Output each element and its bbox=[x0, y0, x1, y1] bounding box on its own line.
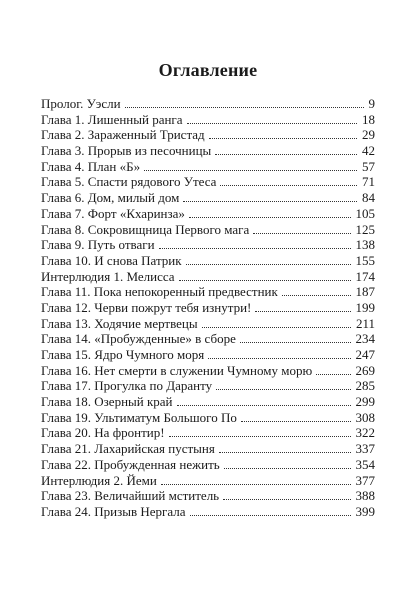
toc-dot-leader bbox=[159, 248, 351, 249]
toc-dot-leader bbox=[240, 342, 351, 343]
toc-entry bbox=[41, 441, 375, 457]
toc-entry bbox=[41, 316, 375, 332]
toc-entry-label: Глава 7. Форт «Кхаринза» bbox=[41, 205, 185, 221]
toc-entry bbox=[41, 394, 375, 410]
toc-entry bbox=[41, 96, 375, 112]
toc-dot-leader bbox=[220, 185, 357, 186]
toc-dot-leader bbox=[202, 327, 351, 328]
toc-entry-page-number: 285 bbox=[355, 378, 375, 394]
toc-entry-page-number: 388 bbox=[355, 488, 375, 504]
toc-entry bbox=[41, 473, 375, 489]
toc-entry-label: Глава 6. Дом, милый дом bbox=[41, 190, 180, 206]
toc-entry bbox=[41, 190, 375, 206]
toc-dot-leader bbox=[316, 374, 350, 375]
toc-dot-leader bbox=[125, 107, 364, 108]
toc-entry-label: Глава 23. Величайший мститель bbox=[41, 488, 220, 504]
table-of-contents bbox=[41, 96, 375, 520]
toc-dot-leader bbox=[253, 233, 350, 234]
toc-entry-label: Глава 5. Спасти рядового Утеса bbox=[41, 174, 217, 190]
toc-entry-label: Глава 2. Зараженный Тристад bbox=[41, 127, 205, 143]
toc-dot-leader bbox=[215, 154, 357, 155]
toc-dot-leader bbox=[219, 452, 351, 453]
toc-entry-page-number: 354 bbox=[355, 456, 375, 472]
toc-entry-label: Глава 3. Прорыв из песочницы bbox=[41, 143, 212, 159]
toc-entry-label: Глава 16. Нет смерти в служении Чумному морю bbox=[41, 362, 313, 378]
toc-dot-leader bbox=[187, 123, 357, 124]
toc-entry bbox=[41, 378, 375, 394]
toc-dot-leader bbox=[224, 468, 351, 469]
toc-dot-leader bbox=[177, 405, 351, 406]
toc-entry-page-number: 269 bbox=[355, 362, 375, 378]
toc-entry bbox=[41, 425, 375, 441]
toc-entry-label: Интерлюдия 1. Мелисса bbox=[41, 268, 175, 284]
toc-entry bbox=[41, 347, 375, 363]
toc-entry-page-number: 57 bbox=[362, 158, 375, 174]
toc-entry-page-number: 299 bbox=[355, 394, 375, 410]
toc-entry bbox=[41, 127, 375, 143]
toc-entry-label: Глава 17. Прогулка по Даранту bbox=[41, 378, 213, 394]
toc-dot-leader bbox=[216, 389, 350, 390]
toc-dot-leader bbox=[209, 138, 357, 139]
toc-entry-page-number: 71 bbox=[362, 174, 375, 190]
toc-entry bbox=[41, 457, 375, 473]
toc-entry-label: Глава 9. Путь отваги bbox=[41, 237, 155, 253]
toc-entry bbox=[41, 410, 375, 426]
toc-entry-label: Глава 20. На фронтир! bbox=[41, 425, 165, 441]
toc-entry-page-number: 308 bbox=[355, 409, 375, 425]
toc-entry bbox=[41, 504, 375, 520]
toc-entry-page-number: 138 bbox=[355, 237, 375, 253]
toc-entry-label: Глава 12. Черви пожрут тебя изнутри! bbox=[41, 299, 252, 315]
toc-entry-label: Глава 10. И снова Патрик bbox=[41, 252, 182, 268]
toc-entry-page-number: 42 bbox=[362, 143, 375, 159]
toc-entry bbox=[41, 253, 375, 269]
toc-entry-label: Глава 11. Пока непокоренный предвестник bbox=[41, 284, 278, 300]
toc-entry-label: Глава 14. «Пробужденные» в сборе bbox=[41, 331, 236, 347]
toc-entry-label: Глава 24. Призыв Нергала bbox=[41, 503, 186, 519]
toc-entry-page-number: 84 bbox=[362, 190, 375, 206]
toc-entry-label: Глава 19. Ультиматум Большого По bbox=[41, 409, 237, 425]
toc-entry bbox=[41, 222, 375, 238]
toc-entry-label: Глава 8. Сокровищница Первого мага bbox=[41, 221, 250, 237]
toc-entry bbox=[41, 284, 375, 300]
toc-entry-page-number: 18 bbox=[362, 111, 375, 127]
toc-entry-label: Глава 21. Лахарийская пустыня bbox=[41, 441, 215, 457]
toc-entry bbox=[41, 269, 375, 285]
toc-entry-page-number: 9 bbox=[368, 96, 375, 111]
toc-dot-leader bbox=[169, 436, 351, 437]
toc-entry-label: Глава 22. Пробужденная нежить bbox=[41, 456, 220, 472]
toc-entry-page-number: 29 bbox=[362, 127, 375, 143]
toc-entry-page-number: 211 bbox=[355, 315, 375, 331]
toc-entry-page-number: 377 bbox=[355, 472, 375, 488]
toc-entry bbox=[41, 237, 375, 253]
toc-dot-leader bbox=[144, 170, 357, 171]
page-title: Оглавление bbox=[158, 60, 258, 80]
toc-entry-label: Глава 13. Ходячие мертвецы bbox=[41, 315, 198, 331]
toc-entry-page-number: 105 bbox=[355, 205, 375, 221]
toc-entry bbox=[41, 112, 375, 128]
toc-entry-label: Глава 1. Лишенный ранга bbox=[41, 111, 183, 127]
toc-entry bbox=[41, 331, 375, 347]
toc-dot-leader bbox=[179, 280, 351, 281]
toc-dot-leader bbox=[208, 358, 350, 359]
toc-dot-leader bbox=[223, 499, 350, 500]
toc-dot-leader bbox=[190, 515, 351, 516]
toc-dot-leader bbox=[186, 264, 351, 265]
toc-entry-page-number: 337 bbox=[355, 441, 375, 457]
toc-entry-page-number: 247 bbox=[355, 347, 375, 362]
toc-entry-page-number: 199 bbox=[355, 299, 375, 315]
toc-entry bbox=[41, 206, 375, 222]
toc-dot-leader bbox=[282, 295, 351, 296]
toc-entry-page-number: 187 bbox=[355, 284, 375, 300]
toc-entry-page-number: 322 bbox=[355, 425, 375, 441]
toc-dot-leader bbox=[161, 484, 351, 485]
toc-dot-leader bbox=[241, 421, 351, 422]
toc-entry-page-number: 155 bbox=[355, 252, 375, 268]
toc-entry bbox=[41, 488, 375, 504]
toc-entry-page-number: 399 bbox=[355, 503, 375, 519]
toc-entry-label: Глава 18. Озерный край bbox=[41, 394, 173, 410]
toc-entry-label: Интерлюдия 2. Йеми bbox=[41, 472, 157, 488]
toc-entry bbox=[41, 143, 375, 159]
toc-entry bbox=[41, 174, 375, 190]
toc-entry-page-number: 125 bbox=[355, 221, 375, 237]
toc-entry-label: Глава 15. Ядро Чумного моря bbox=[41, 347, 205, 362]
toc-entry bbox=[41, 363, 375, 379]
toc-entry bbox=[41, 300, 375, 316]
toc-entry-label: Пролог. Уэсли bbox=[41, 96, 121, 111]
toc-dot-leader bbox=[255, 311, 350, 312]
toc-entry-page-number: 174 bbox=[355, 268, 375, 284]
toc-entry-label: Глава 4. План «Б» bbox=[41, 158, 141, 174]
toc-entry bbox=[41, 159, 375, 175]
toc-entry-page-number: 234 bbox=[355, 331, 375, 347]
toc-dot-leader bbox=[189, 217, 351, 218]
toc-dot-leader bbox=[183, 201, 357, 202]
